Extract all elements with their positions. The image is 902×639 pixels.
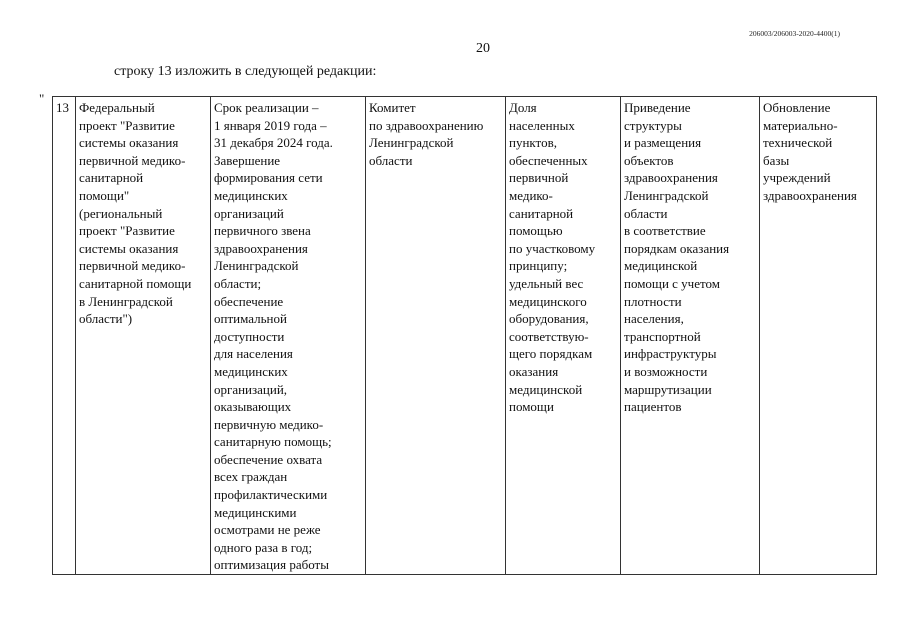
document-id: 206003/206003-2020-4400(1) <box>749 29 840 38</box>
program-table <box>52 96 877 575</box>
responsible-cell: Комитет по здравоохранению Ленинградской области <box>366 97 506 575</box>
page-number: 20 <box>476 41 490 56</box>
implementation-cell: Срок реализации – 1 января 2019 года – 31 декабря 2024 года. Завершение формирования сети медицинских организаций первичного звена здравоохранения Ленинградской области; обеспечение оптимальной доступности для населения медицинских организаций, оказывающих первичную медико- санитарную помощь; обеспечение охвата всех граждан профилактическими медицинскими осмотрами не реже одного раза в год; оптимизация работы <box>211 97 366 575</box>
measures-cell: Приведение структуры и размещения объектов здравоохранения Ленинградской области в соответствие порядкам оказания медицинской помощи с учетом плотности населения, транспортной инфраструктуры и возможности маршрутизации пациентов <box>621 97 760 575</box>
results-cell: Обновление материально- технической базы учреждений здравоохранения <box>760 97 877 575</box>
intro-text: строку 13 изложить в следующей редакции: <box>114 64 377 79</box>
table-row <box>53 97 877 575</box>
row-number-cell: 13 <box>53 97 76 575</box>
project-name-cell: Федеральный проект "Развитие системы оказания первичной медико- санитарной помощи" (региональный проект "Развитие системы оказания первичной медико- санитарной помощи в Ленинградской области") <box>76 97 211 575</box>
indicators-cell: Доля населенных пунктов, обеспеченных первичной медико- санитарной помощью по участковому принципу; удельный вес медицинского оборудования, соответствую- щего порядкам оказания медицинской помощи <box>506 97 621 575</box>
opening-quote-mark: " <box>39 91 45 106</box>
